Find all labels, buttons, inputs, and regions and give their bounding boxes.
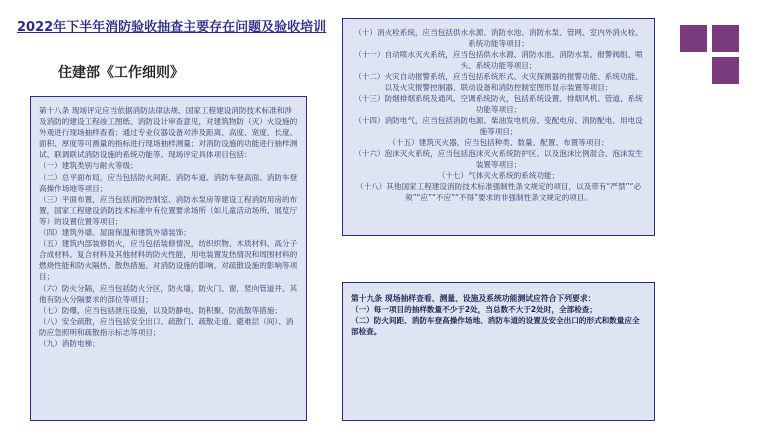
left-paragraph: （五）建筑内部装修防火，应当包括装修情况，纺织织物、木质材料、高分子合成材料、复合材料及其他材料的防火性能，用电装置发热情况和周围材料的燃烧性能和防火隔热、散热措施、对消防设施的影响、对疏散设施的影响等项目；: [39, 239, 298, 282]
decor-square: [712, 25, 739, 52]
right-line: （十八）其他国家工程建设消防技术标准强制性条文规定的项目，以及带有“严禁”“必须”“应”“不应”“不得”要求的非强制性条文规定的项目。: [355, 182, 642, 202]
left-paragraph: （二）总平面布局，应当包括防火间距、消防车道、消防车登高面、消防车登高操作场地等项目；: [39, 172, 298, 193]
right-line: （十二）火灾自动报警系统，应当包括系统形式、火灾探测器的报警功能、系统功能、以及火灾报警控制器、联动设备和消防控制室图形显示装置等项目；: [354, 72, 643, 92]
right-line: （十）消火栓系统，应当包括供水水源、消防水池、消防水泵、管网、室内外消火栓、系统功能等项目；: [354, 28, 643, 48]
right-line: （十六）泡沫灭火系统，应当包括泡沫灭火系统防护区、以及泡沫比例混合、泡沫发生装置等项目；: [354, 149, 643, 169]
article-19-item: （一）每一项目的抽样数量不少于2处，当总数不大于2处时，全部检查；: [351, 305, 597, 314]
article-19-title: 第十九条 现场抽样查看、测量、设施及系统功能测试应符合下列要求：: [351, 294, 596, 303]
article-18-box: [30, 96, 307, 421]
right-line: （十四）消防电气，应当包括消防电源、柴油发电机房、变配电房、消防配电、用电设施等项目；: [354, 116, 643, 136]
decor-square: [712, 57, 739, 84]
article-18-continued-box: [342, 18, 655, 236]
slide-subtitle: 住建部《工作细则》: [58, 65, 184, 81]
left-paragraph: （一）建筑类别与耐火等级；: [39, 161, 138, 171]
right-line: （十三）防烟排烟系统及通风、空调系统防火，包括系统设置、排烟风机、管道、系统功能等项目；: [354, 94, 643, 114]
right-line: （十五）建筑灭火器，应当包括种类、数量、配置、布置等项目；: [388, 138, 609, 147]
left-paragraph: 第十八条 现场评定应当依据消防法律法规、国家工程建设消防技术标准和涉及消防的建设工程竣工图纸、消防设计审查意见，对建筑物防（灭）火设施的外观进行现场抽样查看；通过专业仪器设备对涉及距离、高度、宽度、长度、面积、厚度等可测量的指标进行现场抽样测量；对消防设施的功能进行抽样测试、联调联试消防设施的系统功能等。现场评定具体项目包括：: [39, 106, 298, 160]
left-paragraph: （四）建筑外墙、屋面保温和建筑外墙装饰；: [39, 228, 191, 238]
article-19-item: （二）防火间距、消防车登高操作场地、消防车道的设置及安全出口的形式和数量应全部检查。: [351, 316, 640, 336]
left-paragraph: （八）安全疏散，应当包括安全出口、疏散门、疏散走道、避难层（间）、消防应急照明和疏散指示标志等项目；: [39, 316, 294, 337]
right-line: （十一）自动喷水灭火系统，应当包括供水水源、消防水池、消防水泵、报警阀组、喷头、系统功能等项目；: [354, 50, 643, 70]
left-paragraph: （三）平面布置，应当包括消防控制室、消防水泵房等建设工程消防用房的布置，国家工程建设消防技术标准中有位置要求场所（如儿童活动场所、展览厅等）的设置位置等项目；: [39, 194, 298, 226]
left-paragraph: （九）消防电梯；: [39, 338, 100, 348]
article-19-box: [342, 282, 655, 421]
left-paragraph: （七）防爆，应当包括泄压设施，以及防静电、防积聚、防流散等措施；: [39, 305, 282, 315]
left-paragraph: （六）防火分隔，应当包括防火分区，防火墙，防火门、窗，竖向管道井、其他有防火分隔要求的部位等项目；: [39, 283, 298, 304]
right-line: （十七）气体灭火系统的系统功能；: [437, 171, 560, 180]
slide-title: 2022年下半年消防验收抽查主要存在问题及验收培训: [17, 20, 327, 35]
decor-square: [680, 25, 707, 52]
